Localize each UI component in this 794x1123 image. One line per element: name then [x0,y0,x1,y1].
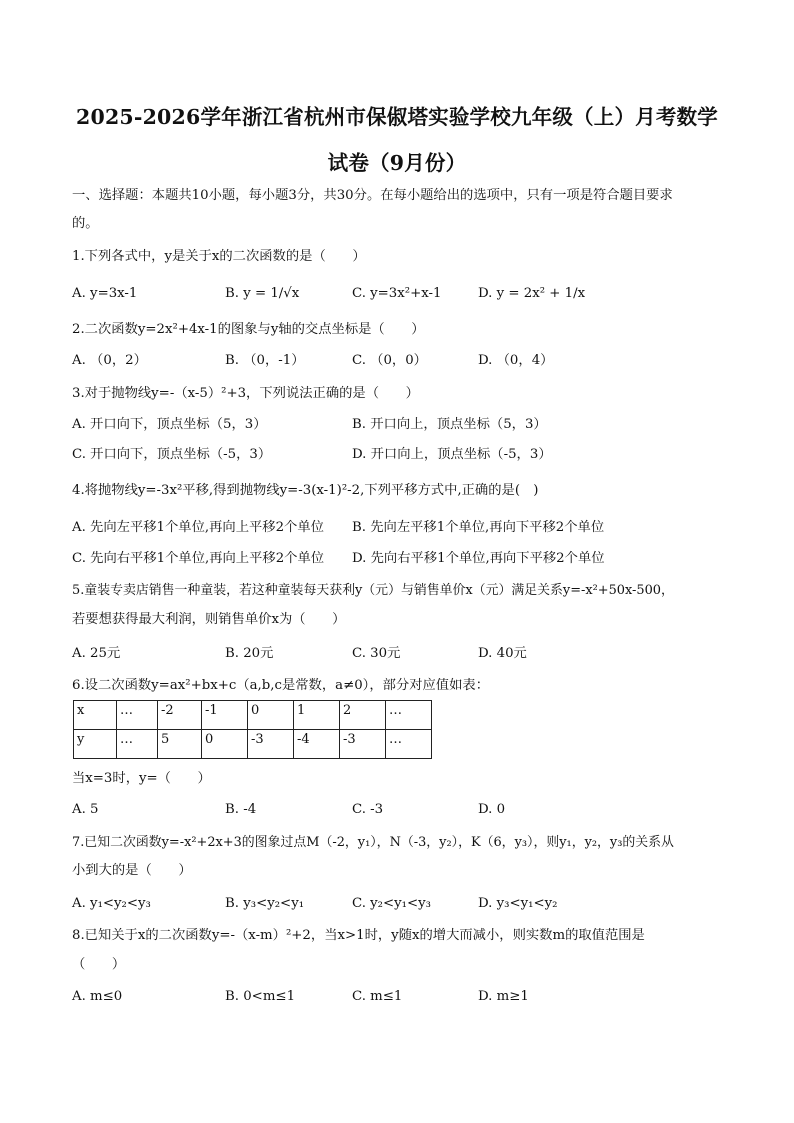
value-table [73,700,432,759]
question-3-option-a: A. 开口向下，顶点坐标（5，3） [72,417,267,432]
table-cell: -3 [248,730,294,759]
table-cell: 0 [202,730,248,759]
question-5-option-c: C. 30元 [352,646,401,661]
question-6-option-b: B. -4 [225,802,257,817]
table-cell: -4 [294,730,340,759]
question-8-option-c: C. m≤1 [352,989,403,1004]
question-5-stem-cont: 若要想获得最大利润，则销售单价x为（ ） [72,612,346,627]
question-6-option-c: C. -3 [352,802,384,817]
question-8-option-b: B. 0<m≤1 [225,989,296,1004]
question-4-option-c: C. 先向右平移1个单位,再向上平移2个单位 [72,551,325,566]
question-1-option-b: B. y = 1/√x [225,286,300,301]
question-7-option-c: C. y₂<y₁<y₃ [352,896,431,911]
question-1-option-a: A. y=3x-1 [72,286,138,301]
question-7-option-b: B. y₃<y₂<y₁ [225,896,305,911]
exam-title-line2: 试卷（9月份） [327,151,467,175]
table-cell: 2 [340,701,386,730]
question-6-option-a: A. 5 [72,802,99,817]
question-2-stem: 2.二次函数y=2x²+4x-1的图象与y轴的交点坐标是（ ） [72,322,425,337]
question-8-option-d: D. m≥1 [478,989,529,1004]
question-4-option-d: D. 先向右平移1个单位,再向下平移2个单位 [352,551,605,566]
question-8-stem-cont: （ ） [72,957,126,972]
question-6-after-table: 当x=3时，y=（ ） [72,771,211,786]
question-5-stem: 5.童装专卖店销售一种童装，若这种童装每天获利y（元）与销售单价x（元）满足关系y=-x²+50x-500， [72,583,674,598]
question-8-stem: 8.已知关于x的二次函数y=-（x-m）²+2，当x>1时，y随x的增大而减小，则实数m的取值范围是 [72,928,645,943]
table-cell: 0 [248,701,294,730]
question-2-option-a: A. （0，2） [72,353,147,368]
table-cell: … [386,730,432,759]
question-3-stem: 3.对于抛物线y=-（x-5）²+3，下列说法正确的是（ ） [72,386,419,401]
question-2-option-c: C. （0，0） [352,353,427,368]
question-4-option-b: B. 先向左平移1个单位,再向下平移2个单位 [352,520,605,535]
question-3-option-b: B. 开口向上，顶点坐标（5，3） [352,417,547,432]
table-cell: … [386,701,432,730]
table-cell: y [74,730,117,759]
question-5-option-a: A. 25元 [72,646,121,661]
question-6-option-d: D. 0 [478,802,506,817]
table-row-y [74,730,432,759]
table-cell: … [117,701,158,730]
question-3-option-c: C. 开口向下，顶点坐标（-5，3） [72,447,272,462]
question-6-stem: 6.设二次函数y=ax²+bx+c（a,b,c是常数，a≠0），部分对应值如表： [72,678,489,693]
question-7-stem: 7.已知二次函数y=-x²+2x+3的图象过点M（-2，y₁），N（-3，y₂），K（6，y₃），则y₁，y₂，y₃的关系从 [72,835,674,850]
question-1-stem: 1.下列各式中，y是关于x的二次函数的是（ ） [72,249,366,264]
table-cell: … [117,730,158,759]
table-cell: -3 [340,730,386,759]
question-4-option-a: A. 先向左平移1个单位,再向上平移2个单位 [72,520,324,535]
question-4-stem: 4.将抛物线y=-3x²平移,得到抛物线y=-3(x-1)²-2,下列平移方式中,正确的是( ) [72,483,539,498]
section-heading-cont: 的。 [72,216,99,231]
question-5-option-b: B. 20元 [225,646,274,661]
question-1-option-d: D. y = 2x² + 1/x [478,286,586,301]
question-1-option-c: C. y=3x²+x-1 [352,286,442,301]
question-2-option-b: B. （0，-1） [225,353,305,368]
table-cell: -1 [202,701,248,730]
question-8-option-a: A. m≤0 [72,989,123,1004]
table-row-x [74,701,432,730]
table-cell: 5 [158,730,202,759]
question-3-option-d: D. 开口向上，顶点坐标（-5，3） [352,447,552,462]
question-5-option-d: D. 40元 [478,646,527,661]
question-7-option-a: A. y₁<y₂<y₃ [72,896,151,911]
section-heading: 一、选择题：本题共10小题，每小题3分，共30分。在每小题给出的选项中，只有一项是符合题目要求 [72,188,673,203]
exam-title-line1: 2025-2026学年浙江省杭州市保俶塔实验学校九年级（上）月考数学 [76,105,718,129]
question-2-option-d: D. （0，4） [478,353,554,368]
table-cell: -2 [158,701,202,730]
question-7-stem-cont: 小到大的是（ ） [72,863,192,878]
question-7-option-d: D. y₃<y₁<y₂ [478,896,558,911]
table-cell: 1 [294,701,340,730]
table-cell: x [74,701,117,730]
